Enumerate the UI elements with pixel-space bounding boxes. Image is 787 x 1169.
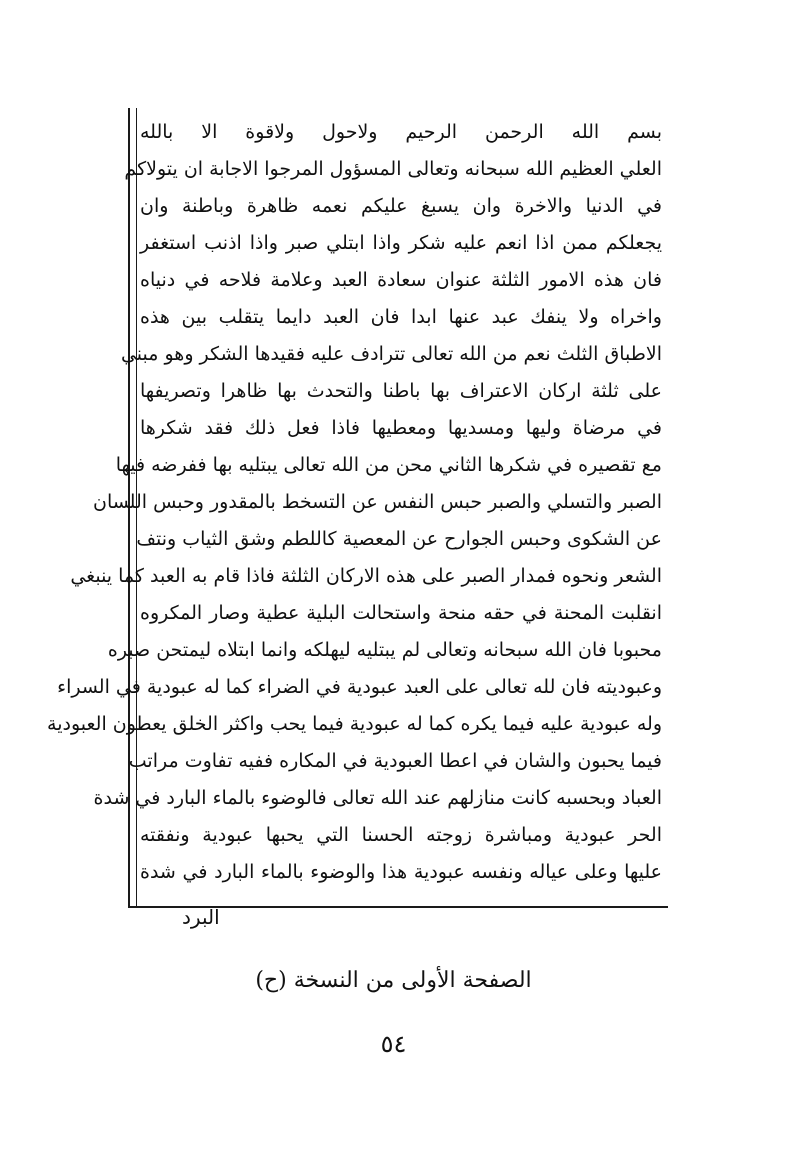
manuscript-page: [47, 108, 668, 908]
manuscript-line: الصبر والتسلي والصبر حبس النفس عن التسخط بالمقدور وحبس اللسان: [92, 491, 662, 513]
manuscript-line: عن الشكوى وحبس الجوارح عن المعصية كاللطم وشق الثياب ونتف: [136, 528, 662, 550]
manuscript-line: الاطباق الثلث نعم من الله تعالى تترادف عليه فقيدها الشكر وهو مبني: [120, 343, 662, 365]
manuscript-line: واخراه ولا ينفك عبد عنها ابدا فان العبد دايما يتقلب بين هذه: [140, 306, 662, 328]
catchword: البرد: [182, 905, 220, 929]
manuscript-line: العباد وبحسبه كانت منازلهم عند الله تعالى فالوضوء بالماء البارد في شدة: [93, 787, 662, 809]
manuscript-line: يجعلكم ممن اذا انعم عليه شكر واذا ابتلي صبر واذا اذنب استغفر: [140, 232, 662, 254]
manuscript-line: وله عبودية عليه فيما يكره كما له عبودية فيما يحب واكثر الخلق يعطون العبودية: [47, 713, 662, 735]
manuscript-line: انقلبت المحنة في حقه منحة واستحالت البلية عطية وصار المكروه: [140, 602, 662, 624]
manuscript-line: مع تقصيره في شكرها الثاني محن من الله تعالى يبتليه بها ففرضه فيها: [115, 454, 662, 476]
manuscript-line: فيما يحبون والشان في اعطا العبودية في المكاره ففيه تفاوت مراتب: [128, 750, 662, 772]
manuscript-line: العلي العظيم الله سبحانه وتعالى المسؤول المرجوا الاجابة ان يتولاكم: [124, 158, 662, 180]
manuscript-line: على ثلثة اركان الاعتراف بها باطنا والتحدث بها ظاهرا وتصريفها: [140, 380, 662, 402]
manuscript-line: بسم الله الرحمن الرحيم ولاحول ولاقوة الا بالله: [140, 121, 662, 143]
manuscript-line: الشعر ونحوه فمدار الصبر على هذه الاركان الثلثة فاذا قام به العبد كما ينبغي: [70, 565, 662, 587]
manuscript-line: عليها وعلى عياله ونفسه عبودية هذا والوضوء بالماء البارد في شدة: [140, 861, 662, 883]
manuscript-line: في مرضاة وليها ومسديها ومعطيها فاذا فعل ذلك فقد شكرها: [140, 417, 662, 439]
manuscript-text: [47, 114, 668, 891]
manuscript-line: في الدنيا والاخرة وان يسبغ عليكم نعمه ظاهرة وباطنة وان: [140, 195, 662, 217]
manuscript-line: وعبوديته فان لله تعالى على العبد عبودية في الضراء كما له عبودية في السراء: [57, 676, 662, 698]
manuscript-line: الحر عبودية ومباشرة زوجته الحسنا التي يحبها عبودية ونفقته: [140, 824, 662, 846]
page-number: ٥٤: [380, 1030, 407, 1058]
page-caption: الصفحة الأولى من النسخة (ح): [255, 968, 532, 993]
manuscript-line: فان هذه الامور الثلثة عنوان سعادة العبد وعلامة فلاحه في دنياه: [140, 269, 662, 291]
manuscript-line: محبوبا فان الله سبحانه وتعالى لم يبتليه ليهلكه وانما ابتلاه ليمتحن صبره: [107, 639, 662, 661]
